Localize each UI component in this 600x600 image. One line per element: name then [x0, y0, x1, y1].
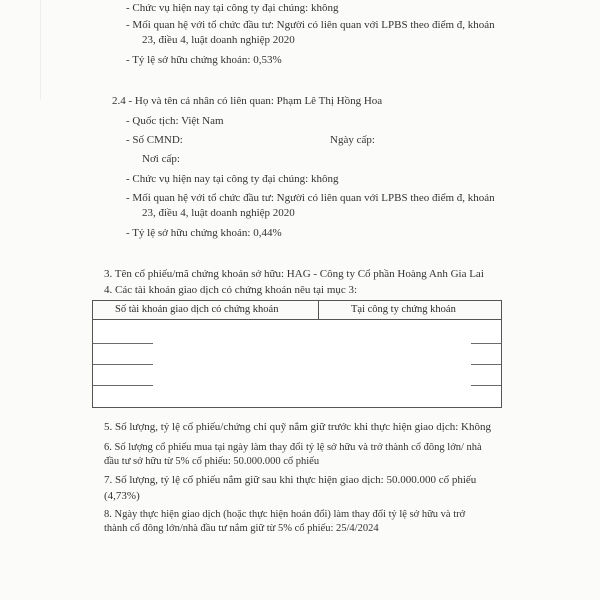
table-row-line [93, 343, 153, 344]
table-header-account: Số tài khoản giao dịch có chứng khoán [115, 304, 279, 315]
seal-stamp-edge [0, 0, 41, 100]
relationship-line-2: - Mối quan hệ với tổ chức đầu tư: Người có liên quan với LPBS theo điểm đ, khoản [126, 192, 495, 204]
id-number-label: - Số CMND: [126, 134, 183, 146]
item-8-transaction-date: 8. Ngày thực hiện giao dịch (hoặc thực hiện hoán đổi) làm thay đổi tỷ lệ sở hữu và trở [104, 509, 466, 520]
item-4-accounts: 4. Các tài khoản giao dịch có chứng khoán nêu tại mục 3: [104, 284, 358, 296]
table-row-line [471, 385, 501, 386]
position-line-1: - Chức vụ hiện nay tại công ty đại chúng: không [126, 2, 339, 14]
item-6-purchased: 6. Số lượng cổ phiếu mua tại ngày làm thay đổi tỷ lệ sở hữu và trở thành cổ đông lớn/ nhà [104, 442, 482, 453]
table-row-line [471, 343, 501, 344]
relationship-line-1-cont: 23, điều 4, luật doanh nghiệp 2020 [142, 34, 295, 46]
item-6-purchased-cont: đầu tư sở hữu từ 5% cổ phiếu: 50.000.000 cổ phiếu [104, 456, 320, 467]
table-row-line [471, 364, 501, 365]
position-line-2: - Chức vụ hiện nay tại công ty đại chúng: không [126, 173, 339, 185]
item-8-transaction-date-cont: thành cổ đông lớn/nhà đầu tư nắm giữ từ 5% cổ phiếu: 25/4/2024 [104, 523, 379, 534]
item-7-ratio: (4,73%) [104, 490, 140, 502]
item-3-stock-name: 3. Tên cổ phiếu/mã chứng khoán sở hữu: HAG - Công ty Cổ phần Hoàng Anh Gia Lai [104, 268, 484, 280]
table-row-line [93, 385, 153, 386]
redacted-table-body [93, 320, 501, 407]
nationality-line: - Quốc tịch: Việt Nam [126, 115, 224, 127]
issue-date-label: Ngày cấp: [330, 134, 375, 146]
relationship-line-2-cont: 23, điều 4, luật doanh nghiệp 2020 [142, 207, 295, 219]
ownership-ratio-2: - Tỷ lệ sở hữu chứng khoán: 0,44% [126, 227, 282, 239]
section-2-4-heading: 2.4 - Họ và tên cá nhân có liên quan: Phạm Lê Thị Hồng Hoa [112, 95, 383, 107]
ownership-ratio-1: - Tỷ lệ sở hữu chứng khoán: 0,53% [126, 54, 282, 66]
relationship-line-1: - Mối quan hệ với tổ chức đầu tư: Người có liên quan với LPBS theo điểm đ, khoản [126, 19, 495, 31]
table-row-line [93, 364, 153, 365]
item-5-before-holding: 5. Số lượng, tỷ lệ cổ phiếu/chứng chỉ quỹ nắm giữ trước khi thực hiện giao dịch: Không [104, 421, 491, 433]
issue-place-label: Nơi cấp: [142, 153, 180, 165]
item-7-after-holding: 7. Số lượng, tỷ lệ cổ phiếu nắm giữ sau khi thực hiện giao dịch: 50.000.000 cổ phiếu [104, 474, 477, 486]
accounts-table [92, 300, 502, 408]
table-header-company: Tại công ty chứng khoán [351, 304, 456, 315]
